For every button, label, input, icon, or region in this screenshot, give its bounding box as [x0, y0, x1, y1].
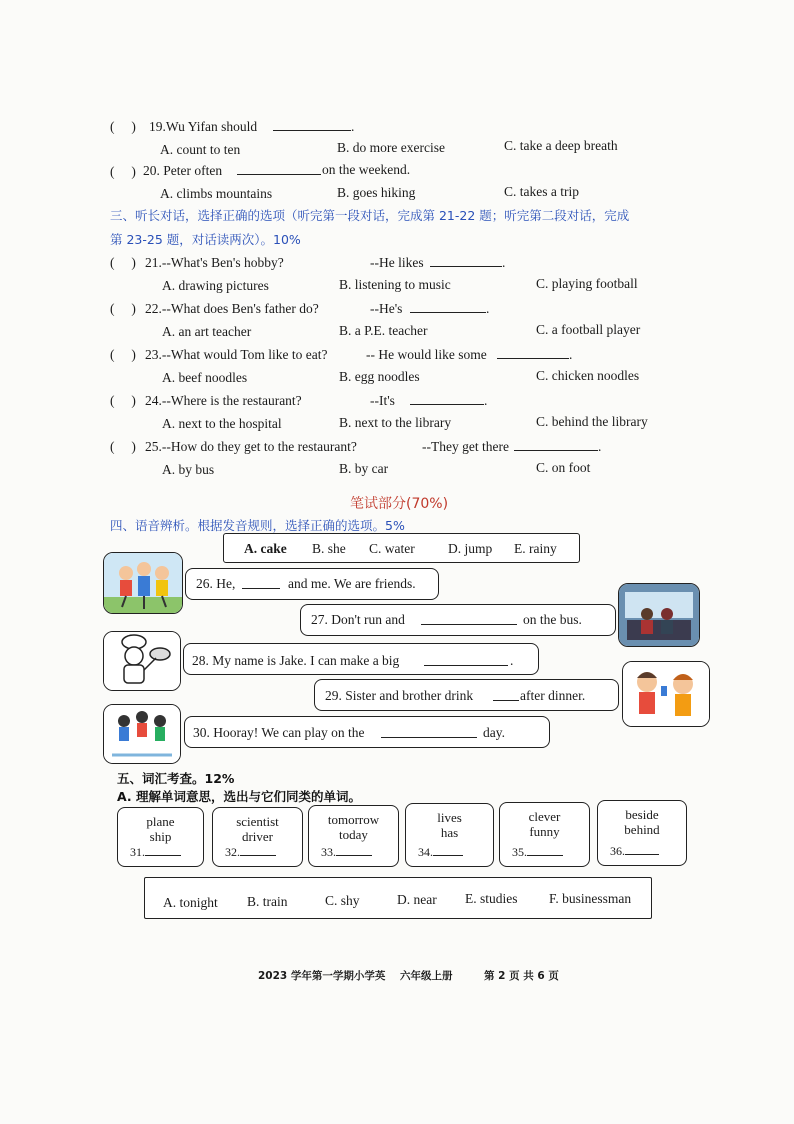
card-word: beside [625, 807, 659, 822]
phonics-option: A. cake [244, 541, 287, 556]
answer-blank[interactable]: . [410, 300, 489, 318]
option-c: C. behind the library [536, 414, 648, 429]
answer-bracket[interactable]: ( ) [110, 393, 136, 408]
answer-prompt: --It's [370, 393, 395, 408]
q19-bracket: ( ) [110, 119, 136, 134]
vocab-option: B. train [247, 894, 288, 909]
vocab-card-31 [117, 807, 204, 867]
question-text: 22.--What does Ben's father do? [145, 301, 319, 316]
q20-option-c: C. takes a trip [504, 184, 579, 199]
footer-left: 2023 学年第一学期小学英 [258, 970, 386, 982]
option-a: A. beef noodles [162, 370, 248, 385]
children-drinking-picture [622, 661, 710, 727]
sentence-29-post: after dinner. [520, 688, 586, 703]
option-c: C. a football player [536, 322, 641, 337]
phonics-option: E. rainy [514, 541, 557, 556]
card-word: clever [528, 809, 561, 824]
bus-picture [618, 583, 700, 647]
q20-text: 20. Peter often [143, 163, 223, 178]
sentence-26-box [185, 568, 439, 600]
answer-prompt: -- He would like some [366, 347, 487, 362]
card-word: scientist [236, 814, 279, 829]
footer-page: 第 2 页 共 6 页 [484, 970, 559, 982]
option-c: C. playing football [536, 276, 638, 291]
section5-title: 五、词汇考查。12% [117, 771, 235, 786]
sentence-28-pre: 28. My name is Jake. I can make a big [192, 653, 400, 668]
option-a: A. by bus [162, 462, 215, 477]
sentence-28-box [183, 643, 539, 675]
card-number[interactable]: 32. [225, 843, 276, 860]
vocab-card-33 [308, 805, 399, 867]
q20-option-a: A. climbs mountains [160, 186, 273, 201]
vocab-card-32 [212, 807, 303, 867]
sentence-27-pre: 27. Don't run and [311, 612, 405, 627]
vocab-options-box [144, 877, 652, 919]
section4-title: 四、语音辨析。根据发音规则，选择正确的选项。5% [110, 518, 405, 533]
vocab-option: C. shy [325, 893, 360, 908]
vocab-card-35 [499, 802, 590, 867]
q20-option-b: B. goes hiking [337, 185, 416, 200]
card-number[interactable]: 35. [512, 843, 563, 860]
option-b: B. by car [339, 461, 389, 476]
sentence-26-pre: 26. He, [196, 576, 236, 591]
card-word: ship [149, 829, 172, 844]
card-word: behind [624, 822, 660, 837]
card-number[interactable]: 34. [418, 843, 463, 860]
phonics-option: D. jump [448, 541, 493, 556]
answer-bracket[interactable]: ( ) [110, 347, 136, 362]
written-part-header: 笔试部分(70%) [350, 496, 449, 512]
section3-title-2: 第 23-25 题，对话读两次）。10% [110, 232, 301, 247]
q20-tail: on the weekend. [322, 162, 411, 177]
card-word: today [339, 827, 368, 842]
q19-option-a: A. count to ten [160, 142, 241, 157]
phonics-option: C. water [369, 541, 415, 556]
answer-bracket[interactable]: ( ) [110, 439, 136, 454]
sentence-30-pre: 30. Hooray! We can play on the [193, 725, 365, 740]
sentence-28-post: . [510, 653, 514, 668]
vocab-card-34 [405, 803, 494, 867]
option-c: C. on foot [536, 460, 591, 475]
vocab-option: D. near [397, 892, 437, 907]
sentence-27-box [300, 604, 616, 636]
sentence-27-post: on the bus. [523, 612, 582, 627]
kids-jumping-picture [103, 704, 181, 764]
vocab-option: F. businessman [549, 891, 632, 906]
answer-blank[interactable]: . [430, 254, 505, 272]
question-text: 25.--How do they get to the restaurant? [145, 439, 357, 454]
answer-blank[interactable]: . [497, 346, 572, 364]
option-c: C. chicken noodles [536, 368, 640, 383]
sentence-28-blank[interactable] [424, 653, 508, 671]
question-text: 24.--Where is the restaurant? [145, 393, 302, 408]
card-word: has [440, 825, 459, 840]
question-text: 23.--What would Tom like to eat? [145, 347, 328, 362]
answer-prompt: --They get there [422, 439, 509, 454]
q20-bracket: ( ) [110, 164, 136, 179]
option-a: A. an art teacher [162, 324, 252, 339]
answer-bracket[interactable]: ( ) [110, 301, 136, 316]
sentence-29-box [314, 679, 619, 711]
sentence-26-post: and me. We are friends. [288, 576, 416, 591]
option-a: A. drawing pictures [162, 278, 269, 293]
vocab-card-36 [597, 800, 687, 866]
q19-blank[interactable]: . [273, 118, 353, 136]
option-b: B. a P.E. teacher [339, 323, 428, 338]
question-text: 21.--What's Ben's hobby? [145, 255, 284, 270]
sentence-27-blank[interactable] [421, 612, 517, 630]
answer-blank[interactable]: . [514, 438, 601, 456]
sentence-29-pre: 29. Sister and brother drink [325, 688, 474, 703]
card-number[interactable]: 31. [130, 843, 181, 860]
card-word: plane [146, 814, 175, 829]
phonics-option: B. she [312, 541, 346, 556]
answer-prompt: --He likes [370, 255, 424, 270]
vocab-option: A. tonight [163, 895, 218, 910]
card-number[interactable]: 33. [321, 843, 372, 860]
q19-option-b: B. do more exercise [337, 140, 445, 155]
option-b: B. next to the library [339, 415, 452, 430]
answer-bracket[interactable]: ( ) [110, 255, 136, 270]
card-word: lives [437, 810, 462, 825]
vocab-option: E. studies [465, 891, 518, 906]
sentence-30-post: day. [483, 725, 505, 740]
option-b: B. listening to music [339, 277, 451, 292]
option-a: A. next to the hospital [162, 416, 282, 431]
sentence-30-box [184, 716, 550, 748]
chef-picture [103, 631, 181, 691]
card-word: tomorrow [327, 812, 380, 827]
option-b: B. egg noodles [339, 369, 420, 384]
card-number[interactable]: 36. [610, 842, 659, 859]
answer-prompt: --He's [370, 301, 403, 316]
sentence-30-blank[interactable] [381, 725, 477, 743]
q19-text: 19.Wu Yifan should [149, 119, 258, 134]
phonics-options-box [223, 533, 580, 563]
section5-subtitle: A. 理解单词意思，选出与它们同类的单词。 [117, 789, 362, 804]
section3-title: 三、听长对话，选择正确的选项（听完第一段对话，完成第 21-22 题；听完第二段对话，完成 [110, 208, 630, 223]
q20-blank[interactable] [237, 162, 321, 180]
friends-picture [103, 552, 183, 614]
card-word: funny [529, 824, 560, 839]
q19-option-c: C. take a deep breath [504, 138, 618, 153]
sentence-26-blank[interactable] [242, 576, 280, 594]
sentence-29-blank[interactable] [493, 688, 519, 706]
card-word: driver [241, 829, 274, 844]
footer-mid: 六年级上册 [400, 970, 453, 982]
answer-blank[interactable]: . [410, 392, 487, 410]
